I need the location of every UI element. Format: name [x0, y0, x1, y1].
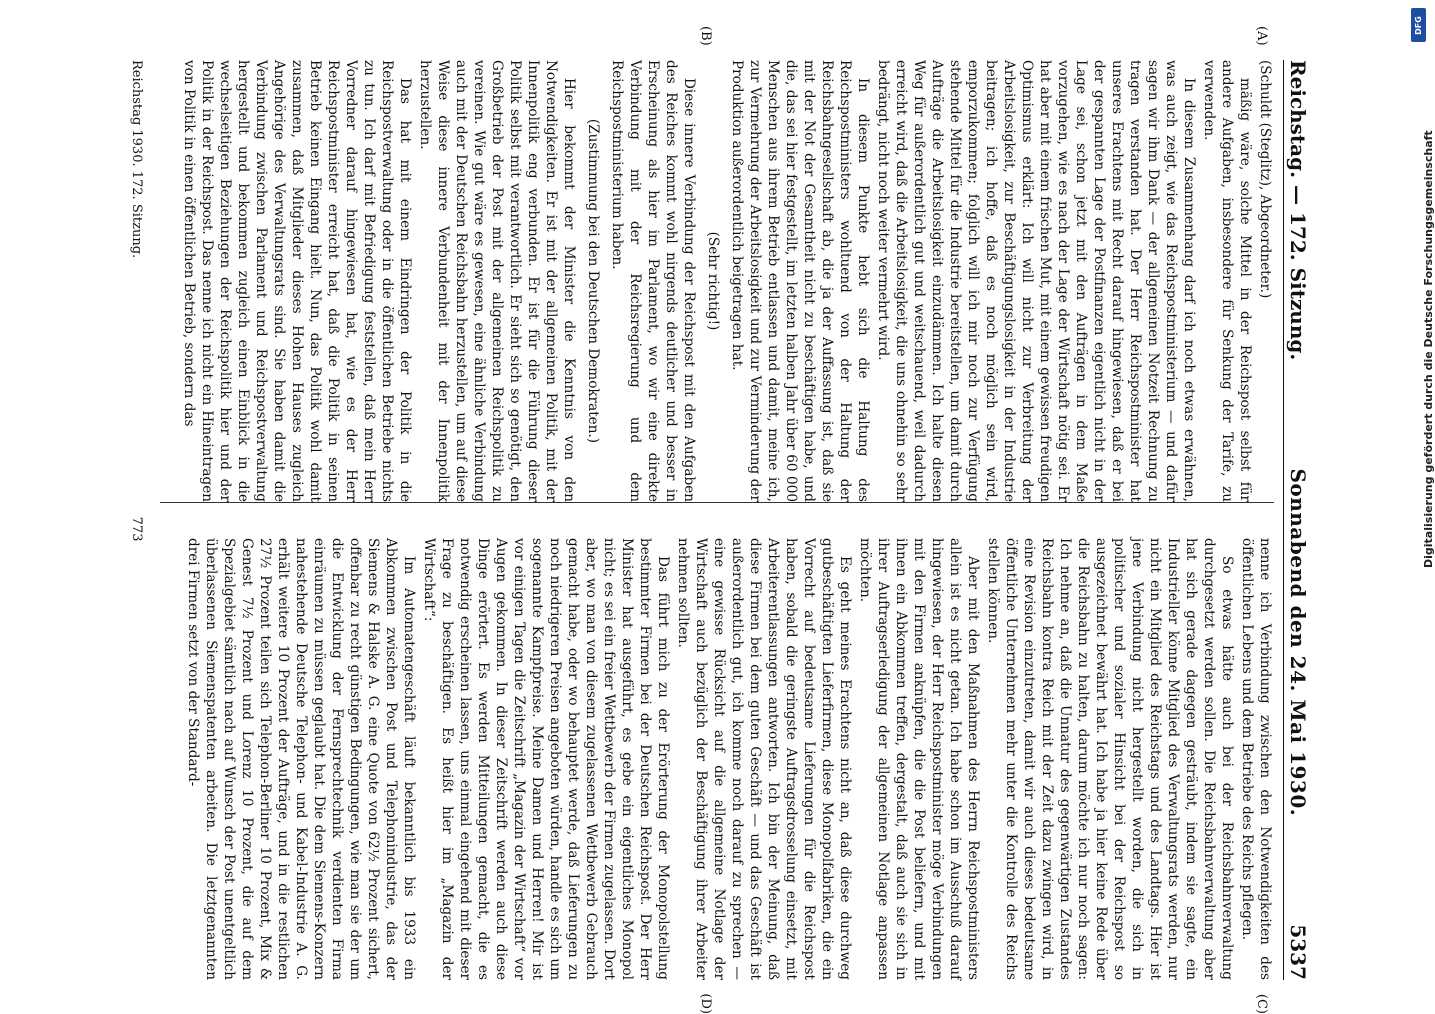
margin-mark-b: (B): [698, 26, 713, 46]
footer-left: Reichstag 1930. 172. Sitzung.: [129, 60, 145, 259]
paragraph: Es geht meines Erachtens nicht an, daß diese durchweg gutbeschäftigten Lieferfirmen, diese Monopolfabriken, die ein Vorrecht auf bedeutsame Lieferungen für die Reichspost haben, sobald die geringste Auftragsdrosselung einsetzt, mit Arbeiterentlassungen antworten. Ich bin der Meinung, daß diese Firmen bei dem guten Geschäft — und das Geschäft ist außerordentlich gut, ich komme noch darauf zu sprechen — eine gewisse Rücksicht auf die allgemeine Notlage der Wirtschaft auch bezüglich der Beschäftigung ihrer Arbeiter nehmen sollten.: [675, 538, 853, 980]
text-columns: [160, 26, 1274, 1014]
paragraph: Das hat mit einem Eindringen der Politik in die Reichspostverwaltung oder in die öffentlichen Betriebe nichts zu tun. Ich darf mit Befriedigung feststellen, daß mein Herr Vorredner darauf hingewiesen hat, wie es der Herr Reichspostminister erreicht hat, daß die Politik in seinen Betrieb keinen Eingang hielt. Nun, das Politik wohl damit zusammen, daß Mitglieder dieses Hohen Hauses zugleich Angehörige des Verwaltungsrats sind. Sie haben damit die Verbindung zwischen Parlament und Reichspostverwaltung hergestellt und bekommen zugleich einen Einblick in die wechselseitigen Beziehungen der Reichspolitik hier und der Politik in der Reichspost. Das nenne ich nicht ein Hineintragen von Politik in einen öffentlichen Betrieb, sondern das: [181, 60, 413, 502]
interjection: (Zustimmung bei den Deutschen Demokraten.): [585, 118, 601, 444]
margin-mark-c: (C): [1254, 993, 1269, 1014]
left-column: [160, 26, 1274, 502]
running-header: [1286, 60, 1320, 980]
header-date: Sonnabend den 24. Mai 1930.: [1286, 468, 1310, 817]
rotated-print-block: [120, 26, 1320, 1014]
paragraph: In diesem Zusammenhang darf ich noch etwas erwähnen, was auch zeigt, wie das Reichspostministerium — und dafür sagen wir ihm Dank — der allgemeinen Notzeit Rechnung zu tragen verstanden hat. Der Herr Reichspostminister hat unseres Erachtens mit Recht darauf hingewiesen, daß er bei der gespannten Lage der Postfinanzen eigentlich nicht in der Lage sei, schon jetzt mit den Aufträgen in dem Maße vorzugehen, wie es nach der Lage der Wirtschaft nötig sei. Er hat aber mit einem frischen Mut, mit einem gewissen freudigen Optimismus erklärt: Ich will nicht zur Verbreitung der Arbeitslosigkeit, zur Beschäftigungslosigkeit in der Industrie beitragen; ich hoffe, daß es noch möglich sein wird, emporzukommen; folglich will ich mir noch zur Verfügung stehende Mittel für die Industrie bereitstellen, um damit durch Aufträge die Arbeitslosigkeit einzudämmen. Ich halte diesen Weg für außerordentlich gut und weitschauend, weil dadurch erreicht wird, daß die Arbeitslosigkeit, die uns ohnehin so sehr bedrängt, nicht noch weiter vermehrt wird.: [875, 60, 1197, 502]
digitization-note: [1404, 8, 1435, 1008]
paragraph: Diese innere Verbindung der Reichspost mit den Aufgaben des Reiches kommt wohl nirgends deutlicher und besser in Erscheinung als hier im Parlament, wo wir eine direkte Verbindung mit der Reichsregierung und dem Reichspostministerium haben.: [609, 60, 697, 502]
paragraph: Hier bekommt der Minister die Kenntnis von den Notwendigkeiten. Er ist mit der allgemeinen Politik, mit der Innenpolitik eng verbunden. Er ist für die Führung dieser Politik selbst mit verantwortlich. Er sieht sich so genötigt, den Großbetrieb der Post mit der allgemeinen Reichspolitik zu vereinen. Wie gut wäre es gewesen, eine ähnliche Verbindung auch mit der Deutschen Reichsbahn herzustellen, um auf diese Weise diese innere Verbundenheit mit der Innenpolitik herzustellen.: [417, 60, 577, 502]
speaker-line: (Schuldt (Steglitz), Abgeordneter.): [1257, 60, 1273, 299]
right-column: [160, 538, 1274, 1014]
interjection: (Sehr richtig!): [705, 231, 721, 331]
paragraph: nenne ich Verbindung zwischen den Notwendigkeiten des öffentlichen Lebens und dem Betriebe des Reichs pflegen.: [1239, 538, 1273, 980]
digitization-note-text: Digitalisierung gefördert durch die Deutsche Forschungsgemeinschaft: [1422, 130, 1435, 568]
page-footer: [120, 60, 154, 980]
header-rule: [1283, 60, 1284, 980]
paragraph: mäßig wäre, solche Mittel in der Reichspost selbst für andere Aufgaben, insbesondere für Senkung der Tarife, zu verwenden.: [1201, 60, 1253, 502]
paragraph: So etwas hätte auch bei der Reichsbahnverwaltung durchgesetzt werden sollen. Die Reichsbahnverwaltung aber hat sich gerade dagegen gesträubt, indem sie sagte, ein Industrieller könne Mitglied des Verwaltungsrats werden, nur nicht ein Mitglied des Reichstags und des Landtags. Hier ist jene Verbindung nicht hergestellt worden, die sich in politischer und sozialer Hinsicht bei der Reichspost so ausgezeichnet bewährt hat. Ich habe ja hier keine Rede über die Reichsbahn zu halten, darum möchte ich nur noch sagen: Ich nehme an, daß die Unnatur des gegenwärtigen Zustandes Reichsbahn kontra Reich mit der Zeit dazu zwingen wird, in eine Revision einzutreten, damit wir auch dieses bedeutsame öffentliche Unternehmen mehr unter die Kontrolle des Reichs stellen können.: [985, 538, 1235, 980]
paragraph: Aber mit den Maßnahmen des Herrn Reichspostministers allein ist es nicht getan. Ich habe schon im Ausschuß darauf hingewiesen, der Herr Reichspostminister möge Verbindungen mit den Firmen anknüpfen, die die Post beliefern, und mit ihnen ein Abkommen treffen, dergestalt, daß auch sie sich in ihrer Auftragserledigung der allgemeinen Notlage anpassen möchten.: [857, 538, 981, 980]
margin-mark-a: (A): [1254, 26, 1269, 46]
sheet-number: 773: [129, 516, 145, 542]
margin-mark-d: (D): [698, 993, 713, 1014]
header-left: Reichstag. — 172. Sitzung.: [1286, 60, 1310, 361]
dfg-logo-text: DFG: [1414, 15, 1424, 35]
paragraph: Im Automatengeschäft läuft bekanntlich bis 1933 ein Abkommen zwischen Post und Telephonindustrie, das der Siemens & Halske A. G. eine Quote von 62½ Prozent sichert, offenbar zu recht günstigen Bedingungen, wie man sie der um die Entwicklung der Fernsprechtechnik verdienten Firma einräumen zu müssen geglaubt hat. Die dem Siemens-Konzern nahestehende Deutsche Telephon- und Kabel-Industrie A. G. erhält weitere 10 Prozent der Aufträge, und in die restlichen 27½ Prozent teilen sich Telephon-Berliner 10 Prozent, Mix & Genest 7½ Prozent und Lorenz 10 Prozent, die auf dem Spezialgebiet sämtlich nach auf Wunsch der Post unentgeltlich überlassenen Siemenspatenten arbeiten. Die letztgenannten drei Firmen setzt von der Standard-: [185, 538, 417, 980]
dfg-logo: [1411, 8, 1426, 42]
paragraph: Das führt mich zu der Erörterung der Monopolstellung bestimmter Firmen bei der Deutschen Reichspost. Der Herr Minister hat ausgeführt, es gebe ein eigentliches Monopol nicht; es sei ein freier Wettbewerb der Firmen zugelassen. Dort aber, wo man von diesem zugelassenen Wettbewerb Gebrauch gemacht habe, oder wo behauptet werde, daß Lieferungen zu noch niedrigeren Preisen angeboten würden, handle es sich um sogenannte Kampfpreise. Meine Damen und Herren! Mir ist vor einigen Tagen die Zeitschrift „Magazin der Wirtschaft“ vor Augen gekommen. In dieser Zeitschrift werden auch diese Dinge erörtert. Es werden Mitteilungen gemacht, die es notwendig erscheinen lassen, uns einmal eingehend mit dieser Frage zu beschäftigen. Es heißt hier im „Magazin der Wirtschaft“:: [421, 538, 671, 980]
page-number: 5337: [1286, 924, 1310, 980]
paragraph: In diesem Punkte hebt sich die Haltung des Reichspostministers wohltuend von der Haltung der Reichsbahngesellschaft ab, die ja der Auffassung ist, daß sie mit der Not der Gesamtheit nicht zu beschäftigen habe, und die, das sei hier festgestellt, im letzten halben Jahr über 60 000 Menschen aus ihrem Betrieb entlassen und damit, meine ich, zur Vermehrung der Arbeitslosigkeit und zur Verminderung der Produktion außerordentlich beigetragen hat.: [729, 60, 871, 502]
